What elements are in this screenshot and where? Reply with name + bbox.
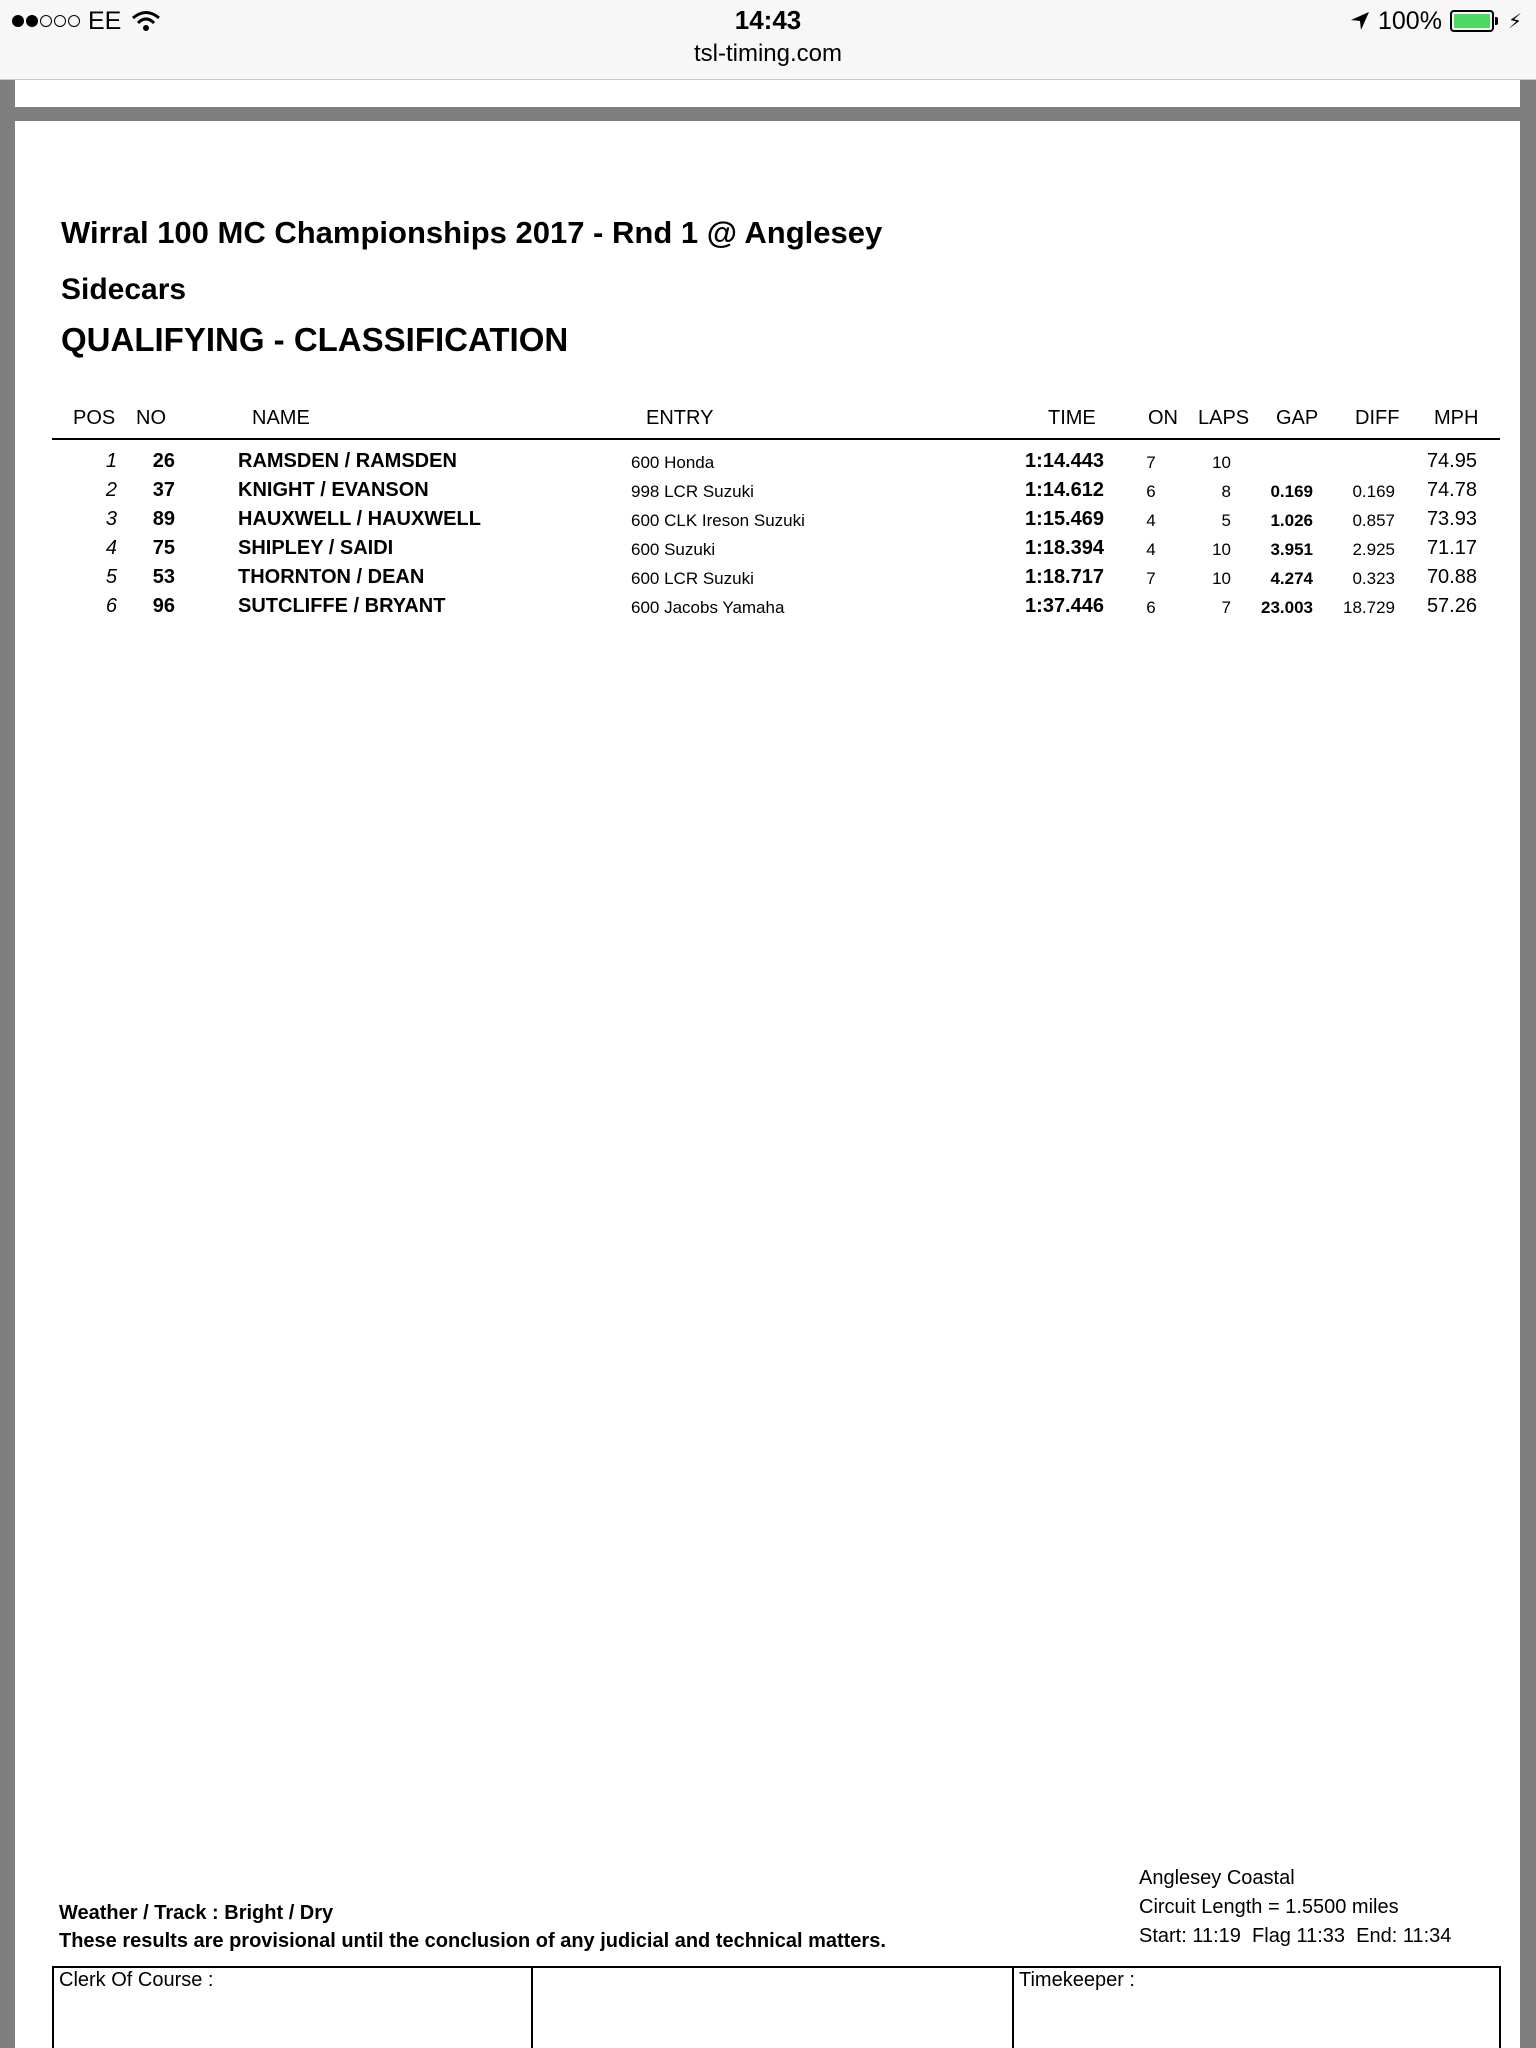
row-pos: 3 xyxy=(105,508,117,530)
row-on: 6 xyxy=(1146,598,1156,617)
page-title: Wirral 100 MC Championships 2017 - Rnd 1 @ Anglesey xyxy=(61,215,883,250)
row-laps: 5 xyxy=(1221,511,1231,530)
row-gap: 1.026 xyxy=(1270,511,1313,530)
signature-middle-cell xyxy=(533,1968,1014,2048)
circuit-info xyxy=(1139,1864,1451,1951)
row-mph: 70.88 xyxy=(1426,566,1477,588)
row-laps: 7 xyxy=(1221,598,1231,617)
carrier-label: EE xyxy=(88,6,122,35)
session-heading: QUALIFYING - CLASSIFICATION xyxy=(61,321,569,358)
row-diff: 18.729 xyxy=(1343,598,1395,617)
col-time: TIME xyxy=(1048,407,1096,429)
row-pos: 5 xyxy=(105,566,117,588)
col-on: ON xyxy=(1148,407,1178,429)
col-pos: POS xyxy=(73,407,116,429)
table-header xyxy=(52,407,1500,440)
table-row xyxy=(15,537,1520,566)
row-name: SUTCLIFFE / BRYANT xyxy=(238,595,446,617)
row-pos: 2 xyxy=(105,479,117,501)
table-row xyxy=(15,508,1520,537)
row-mph: 74.95 xyxy=(1426,450,1477,472)
row-diff: 0.169 xyxy=(1352,482,1395,501)
row-on: 4 xyxy=(1146,511,1156,530)
col-no: NO xyxy=(136,407,166,429)
row-gap: 23.003 xyxy=(1261,598,1313,617)
row-entry: 600 Honda xyxy=(631,453,715,472)
table-row xyxy=(15,479,1520,508)
col-gap: GAP xyxy=(1276,407,1319,429)
charging-bolt-icon: ⚡︎ xyxy=(1507,10,1522,33)
row-on: 7 xyxy=(1146,453,1156,472)
status-bar xyxy=(0,0,1536,80)
row-time: 1:14.443 xyxy=(1025,450,1104,472)
timekeeper-cell: Timekeeper : xyxy=(1019,1969,1135,1991)
row-time: 1:15.469 xyxy=(1025,508,1104,530)
row-entry: 600 CLK Ireson Suzuki xyxy=(631,511,805,530)
weather-track: Weather / Track : Bright / Dry xyxy=(59,1902,334,1924)
col-mph: MPH xyxy=(1434,407,1479,429)
row-mph: 73.93 xyxy=(1426,508,1477,530)
status-right xyxy=(1350,6,1522,36)
row-no: 96 xyxy=(152,595,175,617)
battery-icon xyxy=(1450,10,1498,32)
row-on: 6 xyxy=(1146,482,1156,501)
col-laps: LAPS xyxy=(1198,407,1250,429)
row-gap: 0.169 xyxy=(1270,482,1313,501)
row-mph: 71.17 xyxy=(1426,537,1477,559)
row-laps: 8 xyxy=(1221,482,1231,501)
row-time: 1:18.394 xyxy=(1025,537,1104,559)
clerk-of-course-cell: Clerk Of Course : xyxy=(54,1968,533,2048)
row-no: 53 xyxy=(152,566,175,588)
row-name: THORNTON / DEAN xyxy=(238,566,425,588)
col-name: NAME xyxy=(252,407,310,429)
row-mph: 57.26 xyxy=(1426,595,1477,617)
row-entry: 600 Suzuki xyxy=(631,540,716,559)
row-diff: 2.925 xyxy=(1352,540,1395,559)
address-bar-url[interactable]: tsl-timing.com xyxy=(693,40,843,67)
col-diff: DIFF xyxy=(1355,407,1400,429)
circuit-length: Circuit Length = 1.5500 miles xyxy=(1139,1896,1399,1918)
row-no: 37 xyxy=(152,479,175,501)
results-page xyxy=(15,121,1520,2048)
session-times: Start: 11:19 Flag 11:33 End: 11:34 xyxy=(1139,1925,1452,1947)
row-no: 26 xyxy=(152,450,175,472)
row-name: RAMSDEN / RAMSDEN xyxy=(238,450,457,472)
class-subtitle: Sidecars xyxy=(61,273,187,306)
row-no: 75 xyxy=(152,537,175,559)
row-laps: 10 xyxy=(1212,569,1231,588)
row-pos: 1 xyxy=(105,450,117,472)
signature-box xyxy=(52,1966,1501,2048)
battery-percent: 100% xyxy=(1378,6,1442,35)
row-no: 89 xyxy=(152,508,175,530)
row-on: 7 xyxy=(1146,569,1156,588)
previous-page-edge xyxy=(15,80,1520,107)
row-laps: 10 xyxy=(1212,540,1231,559)
table-row xyxy=(15,566,1520,595)
row-pos: 4 xyxy=(105,537,117,559)
table-row xyxy=(15,450,1520,479)
table-row xyxy=(15,595,1520,624)
clock: 14:43 xyxy=(734,5,802,35)
row-gap: 3.951 xyxy=(1270,540,1313,559)
row-time: 1:18.717 xyxy=(1025,566,1104,588)
row-entry: 998 LCR Suzuki xyxy=(631,482,754,501)
row-name: SHIPLEY / SAIDI xyxy=(238,537,394,559)
row-time: 1:37.446 xyxy=(1025,595,1104,617)
row-laps: 10 xyxy=(1212,453,1231,472)
row-time: 1:14.612 xyxy=(1025,479,1104,501)
row-gap: 4.274 xyxy=(1270,569,1313,588)
circuit-name: Anglesey Coastal xyxy=(1139,1867,1295,1889)
row-diff: 0.857 xyxy=(1352,511,1395,530)
row-pos: 6 xyxy=(105,595,117,617)
row-diff: 0.323 xyxy=(1352,569,1395,588)
provisional-notice: These results are provisional until the conclusion of any judicial and technical matters. xyxy=(59,1930,886,1952)
location-arrow-icon xyxy=(1350,11,1370,31)
row-mph: 74.78 xyxy=(1426,479,1477,501)
row-name: KNIGHT / EVANSON xyxy=(238,479,429,501)
row-entry: 600 LCR Suzuki xyxy=(631,569,754,588)
row-name: HAUXWELL / HAUXWELL xyxy=(238,508,481,530)
row-on: 4 xyxy=(1146,540,1156,559)
row-entry: 600 Jacobs Yamaha xyxy=(631,598,785,617)
col-entry: ENTRY xyxy=(646,407,714,429)
